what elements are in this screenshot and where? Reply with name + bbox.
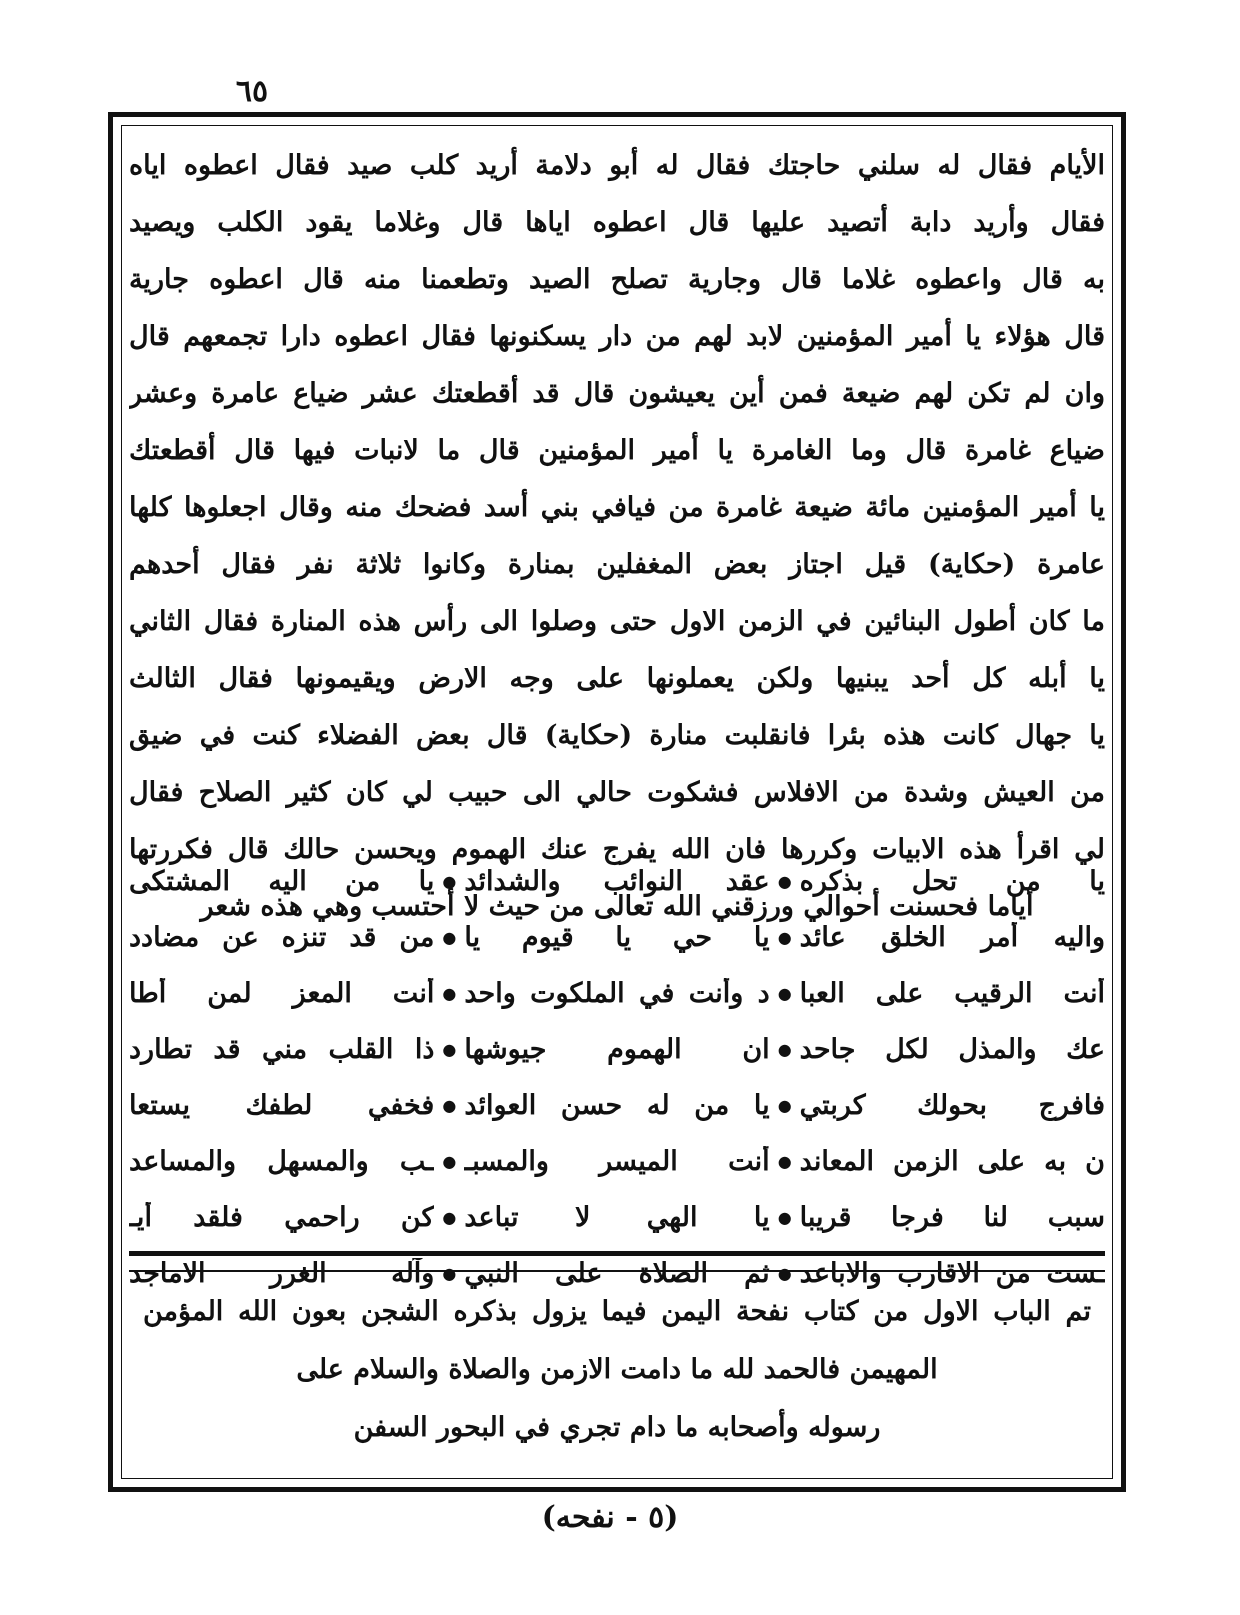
prose-line: لي اقرأ هذه الابيات وكررها فان الله يفرج عنك الهموم ويحسن حالك قال فكررتها [129, 834, 1105, 865]
prose-line: من العيش وشدة من الافلاس فشكوت حالي الى حبيب لي كان كثير الصلاح فقال [129, 777, 1105, 808]
poem-row [129, 1021, 1105, 1077]
prose-line: عامرة (حكاية) قيل اجتاز بعض المغفلين بمنارة وكانوا ثلاثة نفر فقال أحدهم [129, 549, 1105, 580]
bullet-separator-icon: ● [777, 1207, 792, 1227]
bullet-separator-icon: ● [442, 1207, 457, 1227]
bullet-separator-icon: ● [442, 1263, 457, 1283]
colophon [143, 1283, 1091, 1457]
hemistich: عقد النوائب والشدائد [464, 865, 770, 897]
bullet-separator-icon: ● [442, 1095, 457, 1115]
prose-line: قال هؤلاء يا أمير المؤمنين لابد لهم من دار يسكنونها فقال اعطوه دارا تجمعهم قال [129, 321, 1105, 352]
hemistich: يا من اليه المشتكى [129, 865, 435, 897]
hemistich: أنت الرقيب على العبا [799, 977, 1105, 1009]
poem-row [129, 1133, 1105, 1189]
bullet-separator-icon: ● [442, 1151, 457, 1171]
hemistich: من قد تنزه عن مضادد [129, 921, 435, 953]
prose-line: يا أبله كل أحد يبنيها ولكن يعملونها على وجه الارض ويقيمونها فقال الثالث [129, 663, 1105, 694]
hemistich: ـست من الاقارب والاباعد [799, 1257, 1105, 1289]
page-number: ٦٥ [235, 74, 269, 109]
poem-row [129, 853, 1105, 909]
bullet-separator-icon: ● [442, 983, 457, 1003]
prose-line: فقال وأريد دابة أتصيد عليها قال اعطوه اياها قال وغلاما يقود الكلب ويصيد [129, 207, 1105, 238]
poem-row [129, 1189, 1105, 1245]
prose-line: يا جهال كانت هذه بئرا فانقلبت منارة (حكاية) قال بعض الفضلاء كنت في ضيق [129, 720, 1105, 751]
bullet-separator-icon: ● [777, 1095, 792, 1115]
prose-block [129, 137, 1105, 935]
hemistich: أنت المعز لمن أطا [129, 977, 435, 1009]
hemistich: يا من له حسن العوائد [464, 1089, 770, 1121]
bullet-separator-icon: ● [777, 871, 792, 891]
poem-row [129, 1077, 1105, 1133]
bullet-separator-icon: ● [442, 927, 457, 947]
hemistich: واليه أمر الخلق عائد [799, 921, 1105, 953]
signature-mark: (٥ - نفحه) [541, 1500, 679, 1535]
bullet-separator-icon: ● [777, 1151, 792, 1171]
bullet-separator-icon: ● [777, 983, 792, 1003]
hemistich: ذا القلب مني قد تطارد [129, 1033, 435, 1065]
hemistich: وآله الغرر الاماجد [129, 1257, 435, 1289]
bullet-separator-icon: ● [777, 1263, 792, 1283]
hemistich: فافرج بحولك كربتي [799, 1089, 1105, 1121]
hemistich: يا الهي لا تباعد [464, 1201, 770, 1233]
colophon-line: تم الباب الاول من كتاب نفحة اليمن فيما يزول بذكره الشجن بعون الله المؤمن [143, 1296, 1091, 1327]
poem-block [129, 853, 1105, 1301]
hemistich: أنت الميسر والمسبـ [464, 1145, 770, 1177]
prose-line: ضياع غامرة قال وما الغامرة يا أمير المؤمنين قال ما لانبات فيها قال أقطعتك [129, 435, 1105, 466]
hemistich: ان الهموم جيوشها [464, 1033, 770, 1065]
hemistich: سبب لنا فرجا قريبا [799, 1201, 1105, 1233]
colophon-line: المهيمن فالحمد لله ما دامت الازمن والصلاة والسلام على [296, 1354, 938, 1385]
prose-line: الأيام فقال له سلني حاجتك فقال له أبو دلامة أريد كلب صيد فقال اعطوه اياه [129, 150, 1105, 181]
bullet-separator-icon: ● [777, 1039, 792, 1059]
hemistich: ـب والمسهل والمساعد [129, 1145, 435, 1177]
prose-line: ما كان أطول البنائين في الزمن الاول حتى وصلوا الى رأس هذه المنارة فقال الثاني [129, 606, 1105, 637]
prose-line: يا أمير المؤمنين مائة ضيعة غامرة من فيافي بني أسد فضحك منه وقال اجعلوها كلها [129, 492, 1105, 523]
hemistich: يا حي يا قيوم يا [464, 921, 770, 953]
bullet-separator-icon: ● [442, 871, 457, 891]
text-frame [108, 112, 1126, 1492]
prose-line: وان لم تكن لهم ضيعة فمن أين يعيشون قال قد أقطعتك عشر ضياع عامرة وعشر [129, 378, 1105, 409]
poem-row [129, 909, 1105, 965]
poem-row [129, 965, 1105, 1021]
hemistich: يا من تحل بذكره [799, 865, 1105, 897]
hemistich: د وأنت في الملكوت واحد [464, 977, 770, 1009]
hemistich: فخفي لطفك يستعا [129, 1089, 435, 1121]
colophon-line: رسوله وأصحابه ما دام تجري في البحور السفن [353, 1412, 881, 1443]
hemistich: عك والمذل لكل جاحد [799, 1033, 1105, 1065]
bullet-separator-icon: ● [442, 1039, 457, 1059]
prose-line: أياما فحسنت أحوالي ورزقني الله تعالى من حيث لا أحتسب وهي هذه شعر [200, 891, 1034, 922]
hemistich: ثم الصلاة على النبي [464, 1257, 770, 1289]
hemistich: كن راحمي فلقد أيـ [129, 1201, 435, 1233]
double-rule-divider [129, 1251, 1105, 1272]
bullet-separator-icon: ● [777, 927, 792, 947]
prose-line: به قال واعطوه غلاما قال وجارية تصلح الصيد وتطعمنا منه قال اعطوه جارية [129, 264, 1105, 295]
hemistich: ن به على الزمن المعاند [799, 1145, 1105, 1177]
